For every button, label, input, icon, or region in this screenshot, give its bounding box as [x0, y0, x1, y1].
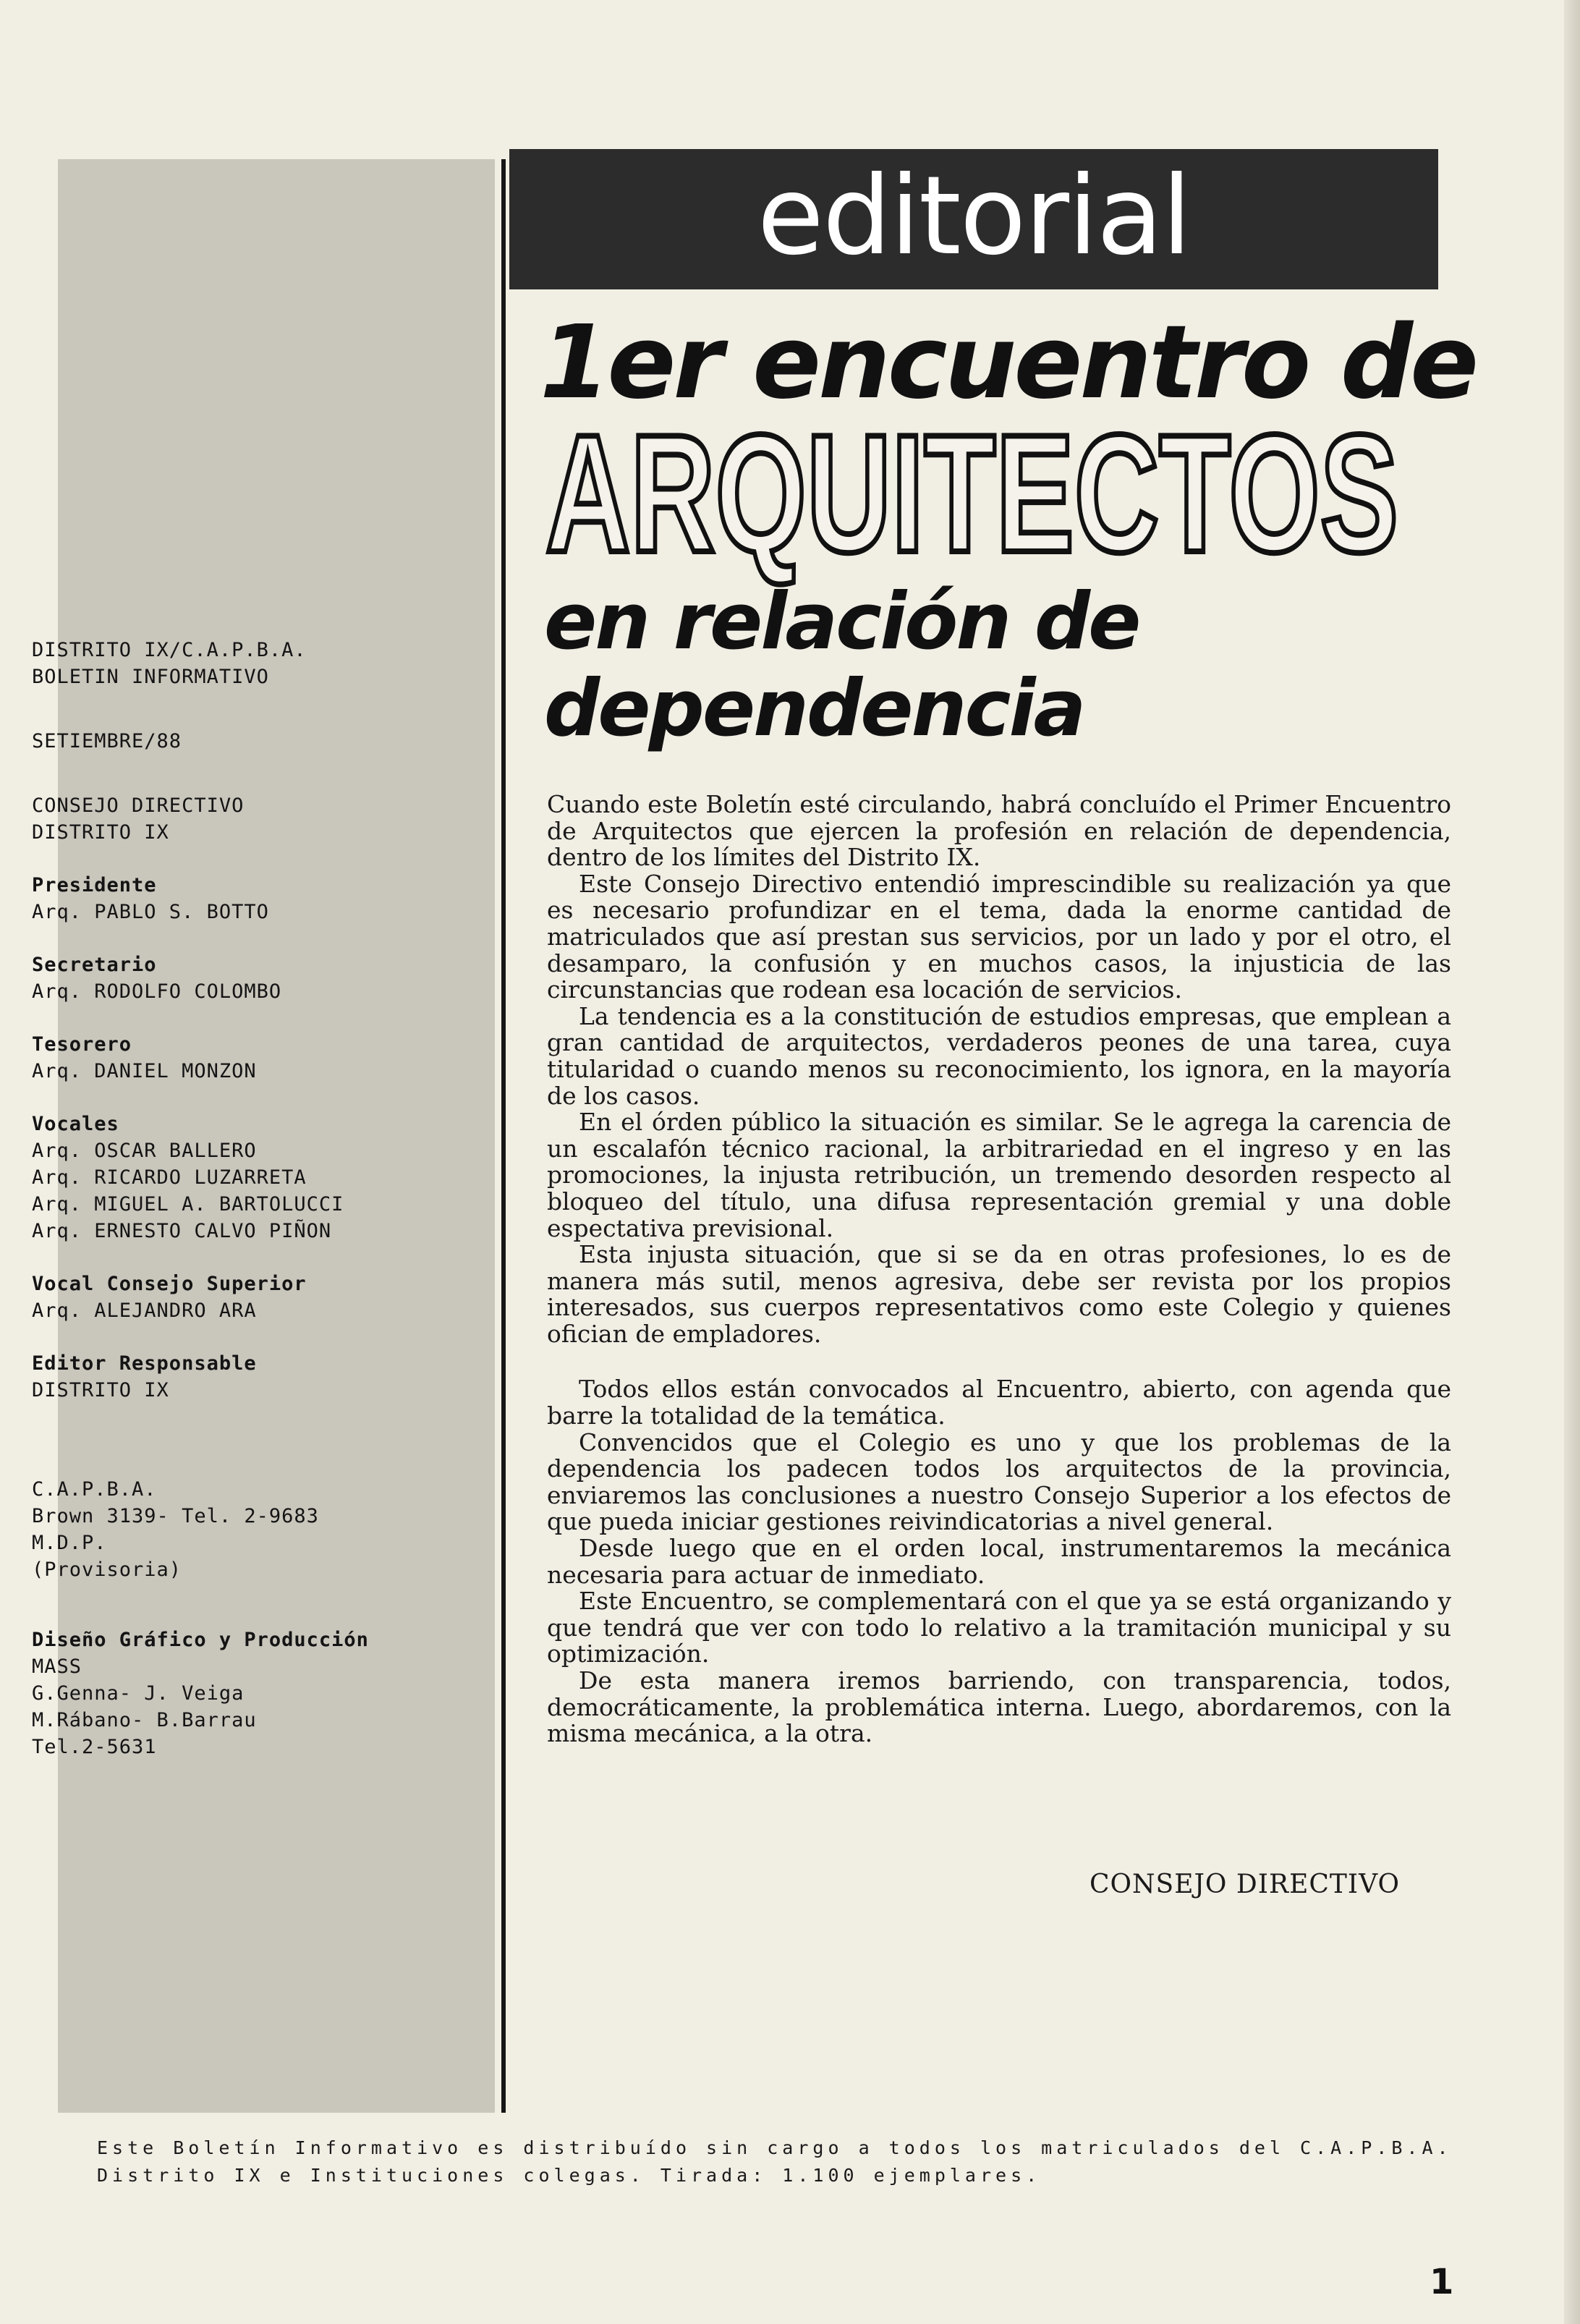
page-number: 1: [1430, 2262, 1454, 2302]
body-paragraph: La tendencia es a la constitución de estudios empresas, que emplean a gran cantidad de arquitectos, verdaderos peones de una tarea, cuya titularidad o cuando menos su reconocimiento, los ignora, en la mayoría de los casos.: [547, 1001, 1451, 1110]
title-line-1: 1er encuentro de: [540, 304, 1477, 422]
paragraph-gap: [547, 1347, 1451, 1376]
address-line: M.D.P.: [32, 1532, 107, 1554]
design-title: Diseño Gráfico y Producción: [32, 1629, 369, 1651]
body-paragraph: Este Encuentro, se complementará con el que ya se está organizando y que tendrá que ver con todo lo relativo a la tramitación municipal y su optimización.: [547, 1587, 1451, 1668]
role-title: Secretario: [32, 954, 157, 976]
design-line: Tel.2-5631: [32, 1736, 157, 1758]
title-line-3: en relación de dependencia: [544, 577, 1139, 754]
editorial-body: [547, 792, 1451, 1747]
masthead: [32, 637, 437, 1786]
body-paragraph: Esta injusta situación, que si se da en otras profesiones, lo es de manera más sutil, menos agresiva, debe ser revista por los propios interesados, sus cuerpos representativos como este Colegio y quienes ofician de empladores.: [547, 1240, 1451, 1348]
council-line: DISTRITO IX: [32, 821, 169, 844]
editorial-header-bar: [509, 149, 1438, 289]
role-editor: [32, 1350, 437, 1404]
role-treasurer: [32, 1031, 437, 1085]
address-line: Brown 3139- Tel. 2-9683: [32, 1505, 319, 1527]
role-title: Tesorero: [32, 1033, 132, 1056]
column-divider: [501, 159, 506, 2113]
footer-note: Este Boletín Informativo es distribuído sin cargo a todos los matriculados del C.A.P.B.A. Distrito IX e Instituciones colegas. Tirada: 1.100 ejemplares.: [97, 2137, 1453, 2186]
issue-date: SETIEMBRE/88: [32, 730, 182, 752]
role-title: Editor Responsable: [32, 1352, 257, 1375]
design-line: G.Genna- J. Veiga: [32, 1682, 245, 1705]
role-title: Presidente: [32, 874, 157, 896]
body-paragraph: Convencidos que el Colegio es uno y que los problemas de la dependencia los padecen todos los arquitectos de la provincia, enviaremos las conclusiones a nuestro Consejo Superior a los efectos de que pueda iniciar gestiones reivindicatorias a nivel general.: [547, 1428, 1451, 1536]
role-name: Arq. ERNESTO CALVO PIÑON: [32, 1220, 332, 1242]
role-name: Arq. OSCAR BALLERO: [32, 1140, 257, 1162]
address-block: [32, 1476, 437, 1583]
body-paragraph: Todos ellos están convocados al Encuentro, abierto, con agenda que barre la totalidad de la temática.: [547, 1375, 1451, 1430]
body-paragraph: Desde luego que en el orden local, instrumentaremos la mecánica necesaria para actuar de inmediato.: [547, 1534, 1451, 1589]
publication-line: BOLETIN INFORMATIVO: [32, 666, 269, 688]
role-superior-vocal: [32, 1271, 437, 1324]
publication-line: DISTRITO IX/C.A.P.B.A.: [32, 639, 307, 661]
address-line: (Provisoria): [32, 1558, 182, 1581]
council-line: CONSEJO DIRECTIVO: [32, 794, 245, 817]
publication-block: [32, 637, 437, 690]
role-name: Arq. RICARDO LUZARRETA: [32, 1166, 307, 1189]
signature: CONSEJO DIRECTIVO: [1090, 1870, 1401, 1899]
council-block: [32, 792, 437, 846]
page-edge: [1564, 0, 1580, 2324]
address-line: C.A.P.B.A.: [32, 1478, 157, 1501]
role-name: Arq. ALEJANDRO ARA: [32, 1299, 257, 1322]
role-name: Arq. MIGUEL A. BARTOLUCCI: [32, 1193, 344, 1216]
body-paragraph: Este Consejo Directivo entendió imprescindible su realización ya que es necesario profundizar en el tema, dada la enorme cantidad de matriculados que así prestan sus servicios, por un lado y por el otro, el desamparo, la confusión y en muchos casos, la injusticia de las circunstancias que rodean esa locación de servicios.: [547, 869, 1451, 1004]
role-name: DISTRITO IX: [32, 1379, 169, 1401]
role-vocals: [32, 1111, 437, 1244]
role-president: [32, 872, 437, 925]
body-paragraph: En el órden público la situación es similar. Se le agrega la carencia de un escalafón técnico racional, la arbitrariedad en el ingreso y en las promociones, la injusta retribución, un tremendo desorden respecto al bloqueo del título, una difusa representación gremial y una doble espectativa previsional.: [547, 1108, 1451, 1242]
role-name: Arq. PABLO S. BOTTO: [32, 901, 269, 923]
design-line: MASS: [32, 1655, 82, 1678]
design-line: M.Rábano- B.Barrau: [32, 1709, 257, 1731]
role-name: Arq. DANIEL MONZON: [32, 1060, 257, 1082]
body-paragraph: De esta manera iremos barriendo, con transparencia, todos, democráticamente, la problemática interna. Luego, abordaremos, con la misma mecánica, a la otra.: [547, 1666, 1451, 1748]
date-block: [32, 728, 437, 755]
body-paragraph: Cuando este Boletín esté circulando, habrá concluído el Primer Encuentro de Arquitectos que ejercen la profesión en relación de dependencia, dentro de los límites del Distrito IX.: [547, 790, 1451, 872]
role-secretary: [32, 951, 437, 1005]
design-block: [32, 1627, 437, 1760]
editorial-heading: editorial: [757, 153, 1191, 279]
role-title: Vocales: [32, 1113, 119, 1135]
role-title: Vocal Consejo Superior: [32, 1273, 307, 1295]
title-line-2: ARQUITECTOS: [545, 400, 1398, 588]
role-name: Arq. RODOLFO COLOMBO: [32, 980, 282, 1003]
